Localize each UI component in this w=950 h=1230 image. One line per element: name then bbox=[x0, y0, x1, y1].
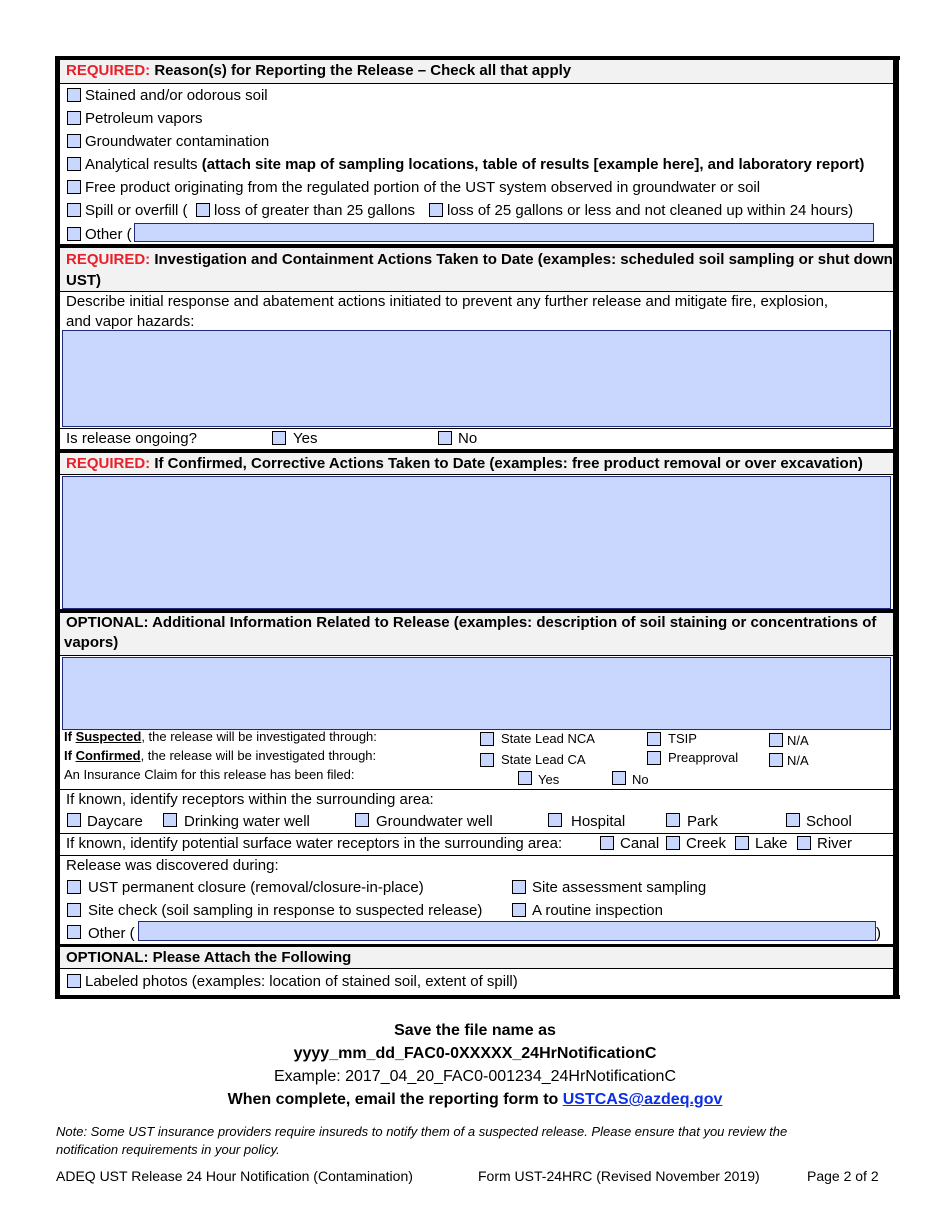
checkbox-hospital[interactable] bbox=[548, 813, 562, 827]
checkbox-park[interactable] bbox=[666, 813, 680, 827]
label-suspected-na: N/A bbox=[787, 733, 809, 748]
additional-info-field[interactable] bbox=[62, 657, 891, 730]
label-labeled-photos: Labeled photos (examples: location of stained soil, extent of spill) bbox=[85, 973, 518, 990]
label-river: River bbox=[817, 835, 853, 852]
checkbox-school[interactable] bbox=[786, 813, 800, 827]
insurance-note-2: notification requirements in your policy. bbox=[56, 1142, 280, 1157]
surface-label: If known, identify potential surface water receptors in the surrounding area: bbox=[66, 835, 563, 852]
label-state-lead-nca: State Lead NCA bbox=[501, 731, 595, 746]
label-insurance-yes: Yes bbox=[538, 772, 560, 787]
label-daycare: Daycare bbox=[87, 813, 143, 830]
checkbox-petroleum-vapors[interactable] bbox=[67, 111, 81, 125]
attach-title: OPTIONAL: Please Attach the Following bbox=[66, 949, 352, 966]
label-drinking-well: Drinking water well bbox=[184, 813, 310, 830]
investigation-actions-field[interactable] bbox=[62, 330, 891, 427]
checkbox-river[interactable] bbox=[797, 836, 811, 850]
label-ust-closure: UST permanent closure (removal/closure-in-place) bbox=[88, 879, 424, 896]
checkbox-tsip[interactable] bbox=[647, 732, 661, 746]
ongoing-label: Is release ongoing? bbox=[66, 430, 197, 447]
label-analytical: Analytical results (attach site map of sampling locations, table of results [example here], and laboratory report) bbox=[85, 156, 865, 173]
footer-form-id: Form UST-24HRC (Revised November 2019) bbox=[478, 1168, 760, 1184]
label-lake: Lake bbox=[755, 835, 788, 852]
email-link[interactable]: USTCAS@azdeq.gov bbox=[562, 1091, 723, 1108]
label-discovered-other: Other ( bbox=[88, 925, 135, 942]
checkbox-state-lead-nca[interactable] bbox=[480, 732, 494, 746]
checkbox-site-check[interactable] bbox=[67, 903, 81, 917]
checkbox-confirmed-na[interactable] bbox=[769, 753, 783, 767]
checkbox-insurance-yes[interactable] bbox=[518, 771, 532, 785]
additional-title-1: OPTIONAL: Additional Information Related to Release (examples: description of soil staining or concentrations of bbox=[66, 614, 877, 631]
checkbox-labeled-photos[interactable] bbox=[67, 974, 81, 988]
checkbox-suspected-na[interactable] bbox=[769, 733, 783, 747]
insurance-note-1: Note: Some UST insurance providers require insureds to notify them of a suspected release. Please ensure that you review the bbox=[56, 1124, 788, 1139]
label-spill: Spill or overfill ( bbox=[85, 202, 188, 219]
checkbox-groundwater-well[interactable] bbox=[355, 813, 369, 827]
suspected-text: If Suspected, the release will be investigated through: bbox=[64, 729, 377, 744]
other-reason-field[interactable] bbox=[134, 223, 874, 242]
label-creek: Creek bbox=[686, 835, 727, 852]
checkbox-stained-soil[interactable] bbox=[67, 88, 81, 102]
filename-example: Example: 2017_04_20_FAC0-001234_24HrNotificationC bbox=[273, 1068, 677, 1085]
corrective-title: REQUIRED: If Confirmed, Corrective Actions Taken to Date (examples: free product removal or over excavation) bbox=[66, 455, 863, 472]
form-border-left bbox=[55, 56, 60, 999]
label-spill-under-25: loss of 25 gallons or less and not cleaned up within 24 hours) bbox=[447, 202, 854, 219]
checkbox-state-lead-ca[interactable] bbox=[480, 753, 494, 767]
checkbox-routine-inspection[interactable] bbox=[512, 903, 526, 917]
label-preapproval: Preapproval bbox=[668, 750, 739, 765]
checkbox-drinking-well[interactable] bbox=[163, 813, 177, 827]
insurance-text: An Insurance Claim for this release has been filed: bbox=[64, 767, 355, 782]
describe-text-1: Describe initial response and abatement actions initiated to prevent any further release and mitigate fire, explosion, bbox=[66, 293, 829, 310]
email-instruction: When complete, email the reporting form to USTCAS@azdeq.gov bbox=[227, 1091, 723, 1108]
checkbox-free-product[interactable] bbox=[67, 180, 81, 194]
checkbox-ongoing-no[interactable] bbox=[438, 431, 452, 445]
label-spill-over-25: loss of greater than 25 gallons bbox=[214, 202, 415, 219]
checkbox-spill-under-25[interactable] bbox=[429, 203, 443, 217]
checkbox-site-assessment[interactable] bbox=[512, 880, 526, 894]
label-stained-soil: Stained and/or odorous soil bbox=[85, 87, 268, 104]
form-border-right bbox=[893, 56, 899, 999]
checkbox-canal[interactable] bbox=[600, 836, 614, 850]
discovered-label: Release was discovered during: bbox=[66, 857, 279, 874]
checkbox-spill[interactable] bbox=[67, 203, 81, 217]
label-park: Park bbox=[687, 813, 718, 830]
label-groundwater-well: Groundwater well bbox=[376, 813, 493, 830]
label-site-check: Site check (soil sampling in response to suspected release) bbox=[88, 902, 483, 919]
label-school: School bbox=[806, 813, 852, 830]
checkbox-preapproval[interactable] bbox=[647, 751, 661, 765]
label-routine-inspection: A routine inspection bbox=[532, 902, 663, 919]
label-ongoing-yes: Yes bbox=[293, 430, 318, 447]
discovered-other-field[interactable] bbox=[138, 921, 876, 941]
discovered-close-paren: ) bbox=[876, 925, 881, 942]
label-ongoing-no: No bbox=[458, 430, 478, 447]
reasons-title: REQUIRED: Reason(s) for Reporting the Release – Check all that apply bbox=[66, 62, 572, 79]
footer-page-number: Page 2 of 2 bbox=[807, 1168, 879, 1184]
confirmed-text: If Confirmed, the release will be investigated through: bbox=[64, 748, 377, 763]
label-free-product: Free product originating from the regulated portion of the UST system observed in groundwater or soil bbox=[85, 179, 761, 196]
checkbox-other-reason[interactable] bbox=[67, 227, 81, 241]
checkbox-creek[interactable] bbox=[666, 836, 680, 850]
label-site-assessment: Site assessment sampling bbox=[532, 879, 707, 896]
label-insurance-no: No bbox=[632, 772, 649, 787]
checkbox-lake[interactable] bbox=[735, 836, 749, 850]
corrective-actions-field[interactable] bbox=[62, 476, 891, 609]
checkbox-spill-over-25[interactable] bbox=[196, 203, 210, 217]
label-confirmed-na: N/A bbox=[787, 753, 809, 768]
label-petroleum-vapors: Petroleum vapors bbox=[85, 110, 203, 127]
checkbox-analytical[interactable] bbox=[67, 157, 81, 171]
label-state-lead-ca: State Lead CA bbox=[501, 752, 586, 767]
describe-text-2: and vapor hazards: bbox=[66, 313, 195, 330]
checkbox-ust-closure[interactable] bbox=[67, 880, 81, 894]
receptors-label: If known, identify receptors within the surrounding area: bbox=[66, 791, 434, 808]
save-file-title: Save the file name as bbox=[394, 1022, 556, 1039]
checkbox-groundwater[interactable] bbox=[67, 134, 81, 148]
form-border-bottom bbox=[55, 995, 900, 999]
checkbox-discovered-other[interactable] bbox=[67, 925, 81, 939]
footer-form-title: ADEQ UST Release 24 Hour Notification (Contamination) bbox=[56, 1168, 413, 1184]
label-tsip: TSIP bbox=[668, 731, 697, 746]
additional-title-2: vapors) bbox=[64, 634, 119, 651]
filename-pattern: yyyy_mm_dd_FAC0-0XXXXX_24HrNotificationC bbox=[293, 1045, 657, 1062]
label-groundwater: Groundwater contamination bbox=[85, 133, 270, 150]
checkbox-daycare[interactable] bbox=[67, 813, 81, 827]
label-other-reason: Other ( bbox=[85, 226, 132, 243]
label-hospital: Hospital bbox=[571, 813, 626, 830]
label-canal: Canal bbox=[620, 835, 660, 852]
checkbox-insurance-no[interactable] bbox=[612, 771, 626, 785]
investigation-title-cont: UST) bbox=[66, 272, 101, 289]
checkbox-ongoing-yes[interactable] bbox=[272, 431, 286, 445]
investigation-title: REQUIRED: Investigation and Containment Actions Taken to Date (examples: scheduled soil sampling or shut down bbox=[66, 251, 893, 268]
